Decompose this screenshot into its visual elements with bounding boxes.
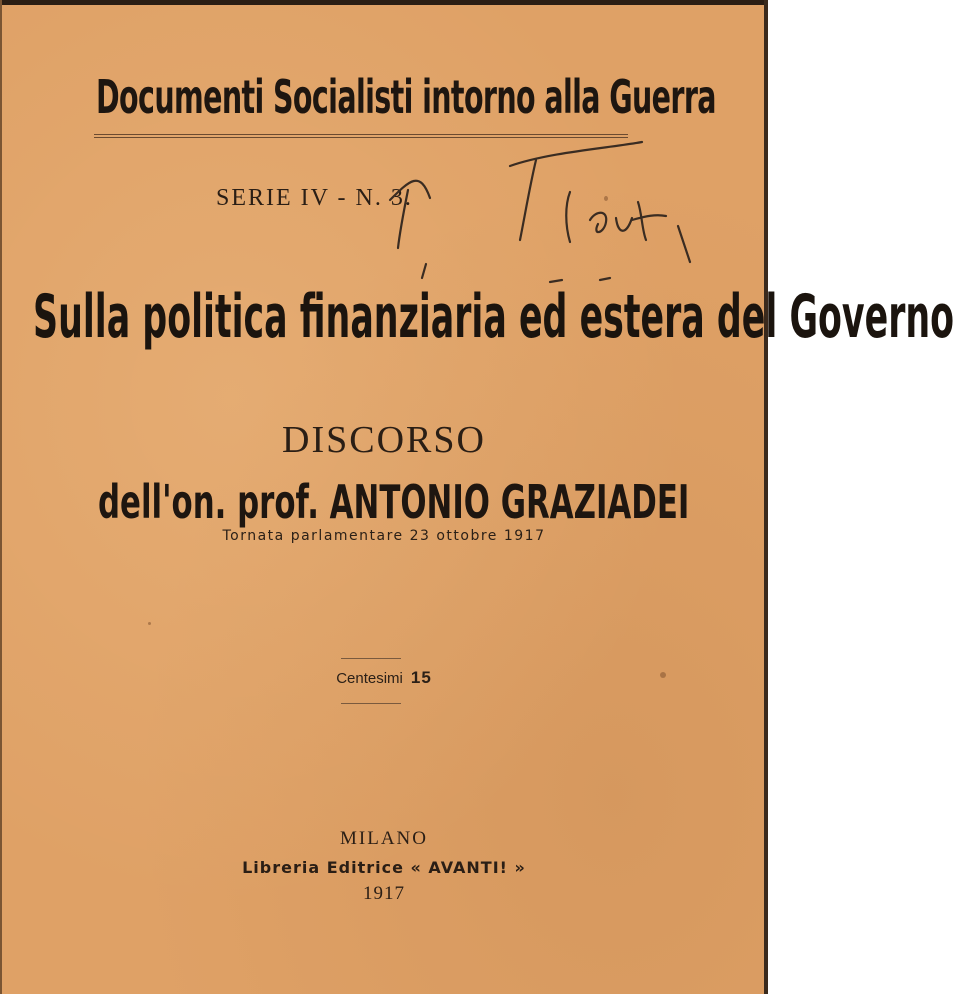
publisher: Libreria Editrice « AVANTI! »: [242, 858, 526, 877]
price-rule-bottom: [341, 703, 401, 704]
price-label: Centesimi: [336, 670, 403, 687]
publication-year: 1917: [363, 883, 405, 904]
series-number: SERIE IV - N. 3.: [216, 185, 413, 211]
paper-speck: [604, 196, 608, 201]
price-value: 15: [410, 668, 432, 687]
scan-edge-top: [0, 0, 768, 5]
title-rule: [94, 134, 628, 138]
series-title: Documenti Socialisti intorno alla Guerra: [96, 70, 716, 124]
speaker-name: dell'on. prof. ANTONIO GRAZIADEI: [98, 475, 690, 529]
handwritten-annotation: [360, 140, 720, 290]
paper-speck: [660, 672, 666, 678]
session-date: Tornata parlamentare 23 ottobre 1917: [222, 528, 546, 544]
price: [0, 668, 768, 688]
main-title: Sulla politica finanziaria ed estera del Governo: [33, 282, 954, 352]
paper-speck: [148, 622, 151, 625]
publication-city: MILANO: [340, 828, 428, 849]
price-rule-top: [341, 658, 401, 659]
document-type: DISCORSO: [282, 419, 486, 461]
